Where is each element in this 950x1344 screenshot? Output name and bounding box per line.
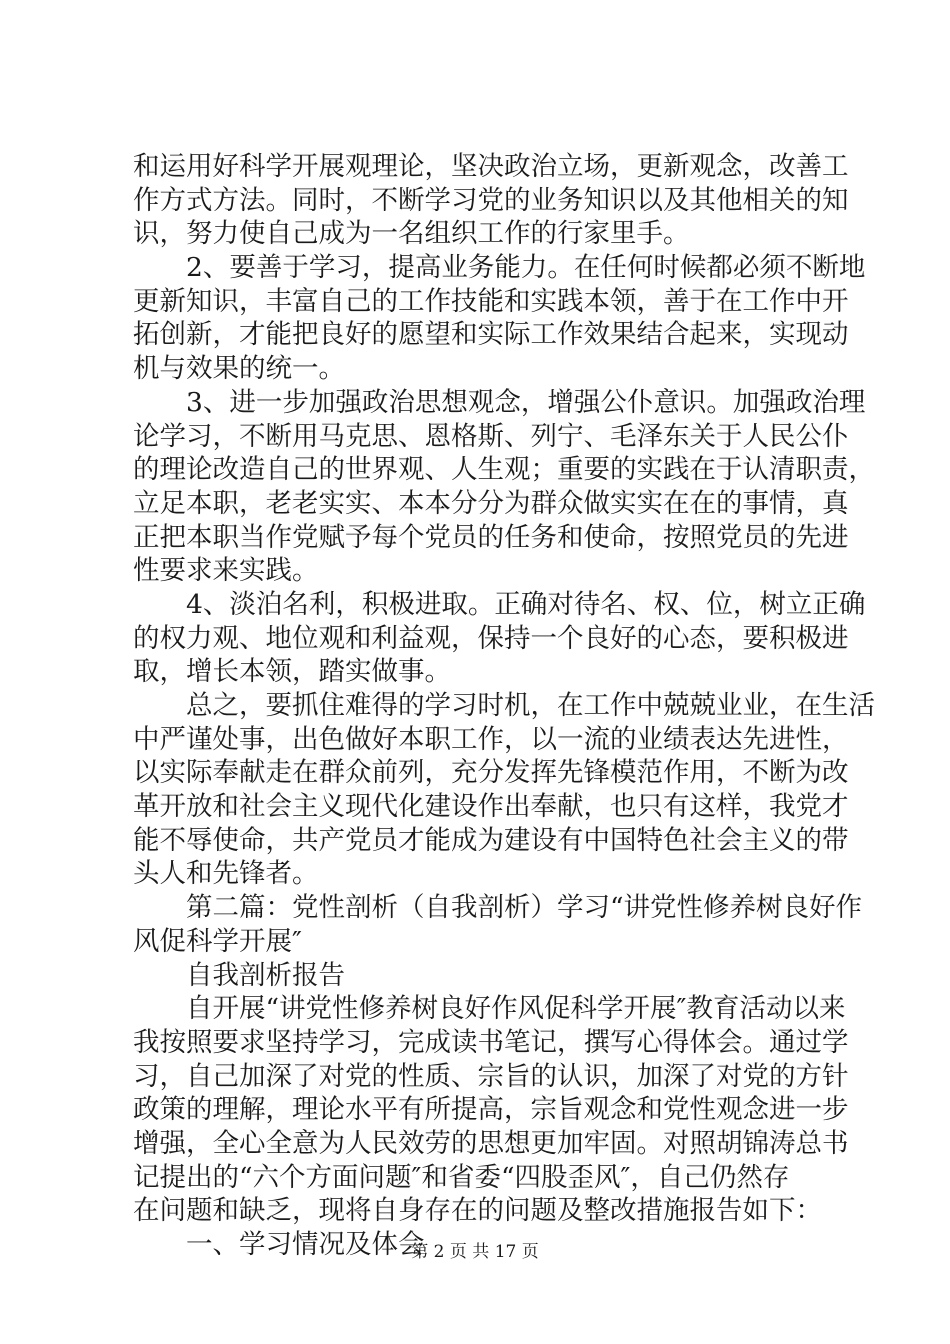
text-line: 中严谨处事，出色做好本职工作，以一流的业绩表达先进性， <box>133 723 849 755</box>
text-line: 更新知识，丰富自己的工作技能和实践本领，善于在工作中开 <box>133 285 849 317</box>
paragraph-start-line: 4、淡泊名利，积极进取。正确对待名、权、位，树立正确 <box>186 588 866 620</box>
text-line: 政策的理解，理论水平有所提高，宗旨观念和党性观念进一步 <box>133 1094 849 1126</box>
paragraph-start-line: 2、要善于学习，提高业务能力。在任何时候都必须不断地 <box>186 252 866 284</box>
text-line: 以实际奉献走在群众前列，充分发挥先锋模范作用，不断为改 <box>133 757 849 789</box>
text-line: 立足本职，老老实实、本本分分为群众做实实在在的事情，真 <box>133 487 849 519</box>
document-body <box>133 150 875 1262</box>
text-line: 作方式方法。同时，不断学习党的业务知识以及其他相关的知 <box>133 184 849 216</box>
text-line: 习，自己加深了对党的性质、宗旨的认识，加深了对党的方针 <box>133 1060 849 1092</box>
page-number-footer: 第 2 页 共 17 页 <box>411 1242 539 1262</box>
text-line: 论学习，不断用马克思、恩格斯、列宁、毛泽东关于人民公仆 <box>133 420 849 452</box>
text-line: 增强，全心全意为人民效劳的思想更加牢固。对照胡锦涛总书 <box>133 1127 849 1159</box>
section-heading-line: 风促科学开展″ <box>133 925 302 957</box>
paragraph-start-line: 总之，要抓住难得的学习时机，在工作中兢兢业业，在生活 <box>186 690 875 721</box>
text-line: 取，增长本领，踏实做事。 <box>133 656 451 688</box>
report-title: 自我剖析报告 <box>186 959 345 991</box>
text-line: 革开放和社会主义现代化建设作出奉献，也只有这样，我党才 <box>133 791 849 823</box>
text-line: 性要求来实践。 <box>133 555 319 587</box>
text-line: 在问题和缺乏，现将自身存在的问题及整改措施报告如下： <box>133 1195 822 1227</box>
text-line: 记提出的“六个方面问题″和省委“四股歪风″，自己仍然存 <box>133 1161 790 1193</box>
text-line: 拓创新，才能把良好的愿望和实际工作效果结合起来，实现动 <box>133 319 849 351</box>
text-line: 和运用好科学开展观理论，坚决政治立场，更新观念，改善工 <box>133 151 849 182</box>
text-line: 正把本职当作党赋予每个党员的任务和使命，按照党员的先进 <box>133 521 849 553</box>
paragraph-start-line: 3、进一步加强政治思想观念，增强公仆意识。加强政治理 <box>186 386 866 418</box>
paragraph-start-line: 自开展“讲党性修养树良好作风促科学开展″教育活动以来 <box>186 993 846 1025</box>
text-line: 我按照要求坚持学习，完成读书笔记，撰写心得体会。通过学 <box>133 1026 849 1058</box>
text-line: 能不辱使命，共产党员才能成为建设有中国特色社会主义的带 <box>133 824 849 856</box>
text-line: 的理论改造自己的世界观、人生观；重要的实践在于认清职责， <box>133 454 875 486</box>
text-line: 识，努力使自己成为一名组织工作的行家里手。 <box>133 218 690 250</box>
text-line: 机与效果的统一。 <box>133 353 345 385</box>
section-heading-line: 第二篇：党性剖析（自我剖析）学习“讲党性修养树良好作 <box>186 892 863 924</box>
subsection-heading: 一、学习情况及体会 <box>186 1229 425 1260</box>
text-line: 头人和先锋者。 <box>133 858 319 890</box>
text-line: 的权力观、地位观和利益观，保持一个良好的心态，要积极进 <box>133 622 849 654</box>
